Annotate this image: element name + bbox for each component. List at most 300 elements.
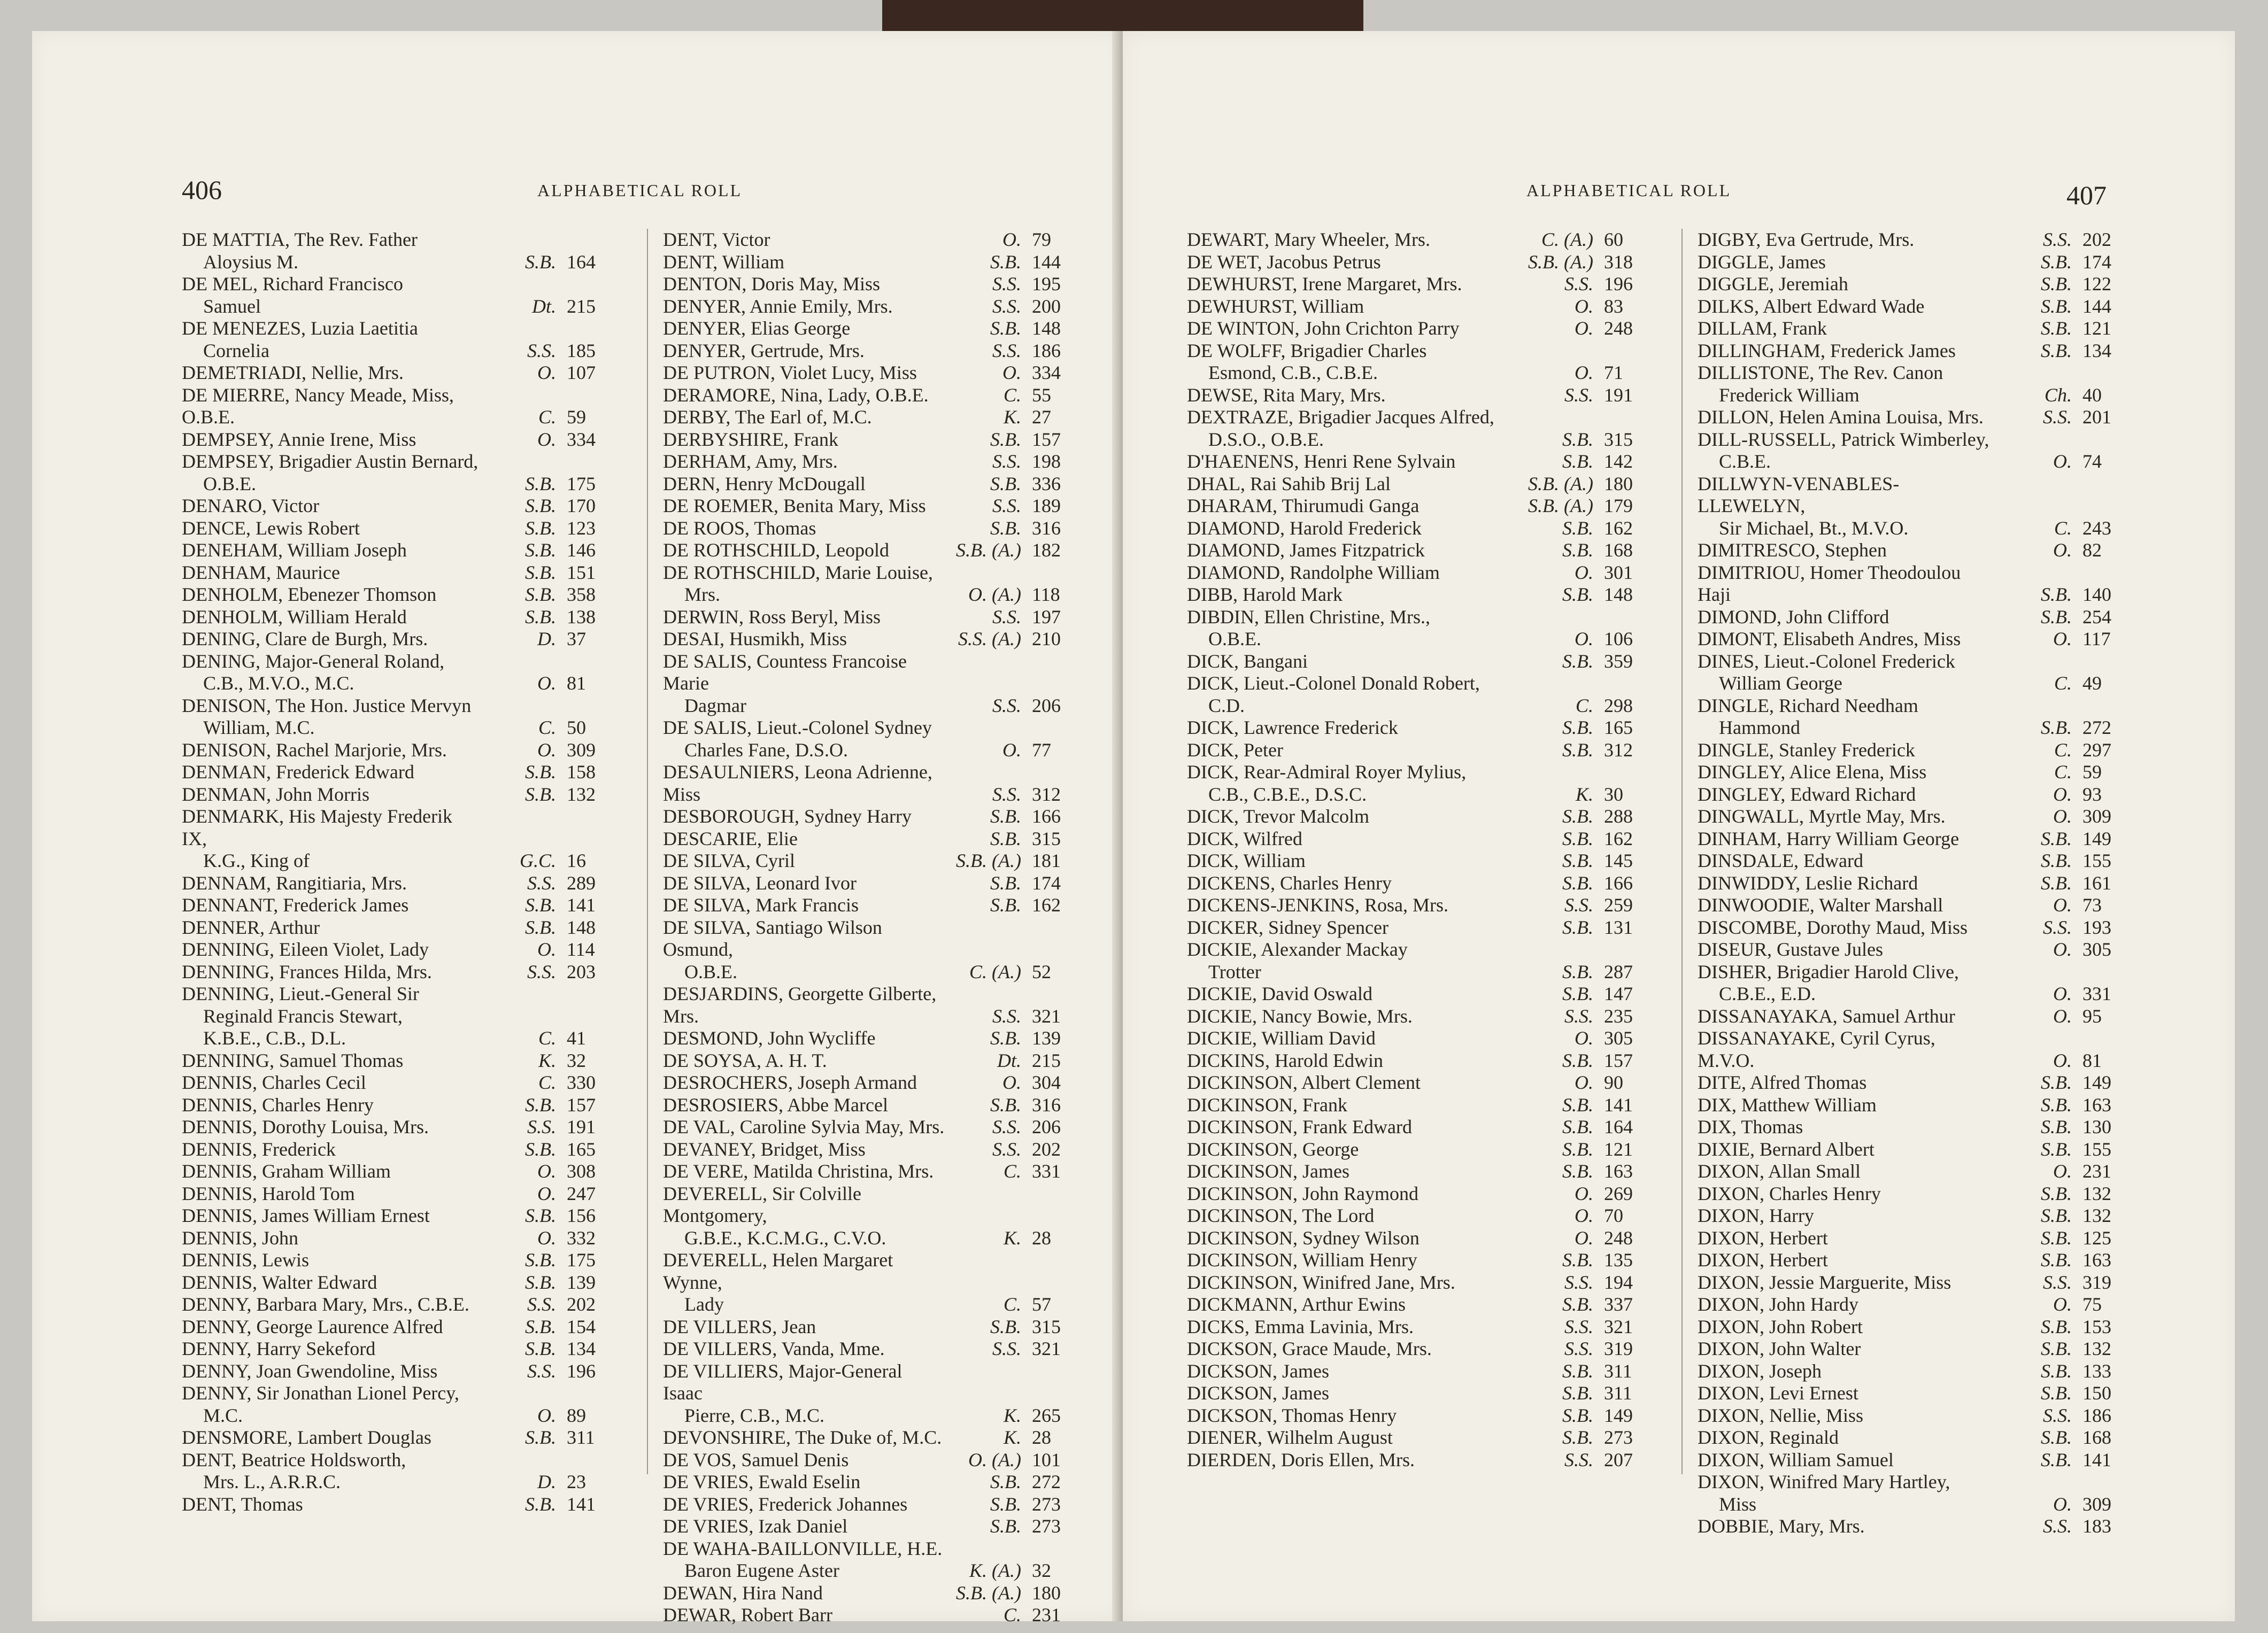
entry-name: DILLAM, Frank <box>1698 318 1827 339</box>
entry-name: DIAMOND, Randolphe William <box>1187 561 1440 583</box>
entry-status: O. <box>2053 1160 2072 1182</box>
entry-name: DIXON, Charles Henry <box>1698 1182 1881 1204</box>
entry-name-continued: William George <box>1719 672 1842 694</box>
entry-status: O. <box>2053 983 2072 1004</box>
entry-page-number: 163 <box>2082 1094 2111 1116</box>
entry-page-number: 334 <box>1032 362 1061 383</box>
index-entry <box>663 1515 1091 1538</box>
index-entry <box>663 1160 1091 1183</box>
entry-name: DIX, Thomas <box>1698 1116 1803 1137</box>
entry-status: S.B. <box>1562 1094 1593 1116</box>
index-entry <box>1698 1360 2141 1383</box>
entry-status: S.B. <box>990 1471 1021 1492</box>
entry-name: DENNIS, Charles Cecil <box>182 1072 366 1093</box>
entry-status: D. <box>537 628 556 649</box>
entry-page-number: 202 <box>1032 1138 1061 1160</box>
entry-page-number: 359 <box>1604 650 1633 672</box>
entry-name: DE VILLIERS, Major-General Isaac <box>663 1360 902 1404</box>
index-entry <box>663 1139 1091 1161</box>
entry-status: S.B. <box>1562 850 1593 871</box>
index-entry <box>182 429 626 451</box>
entry-page-number: 231 <box>2082 1160 2111 1182</box>
entry-page-number: 89 <box>567 1404 586 1426</box>
entry-name: DIXON, Jessie Marguerite, Miss <box>1698 1271 1951 1293</box>
index-entry <box>1187 1405 1663 1427</box>
index-entry <box>1698 1249 2141 1272</box>
entry-name: DIXON, Herbert <box>1698 1249 1828 1271</box>
entry-name: DEVONSHIRE, The Duke of, M.C. <box>663 1427 942 1448</box>
entry-name: DENNAM, Rangitiaria, Mrs. <box>182 872 407 894</box>
entry-status: S.B. <box>525 473 556 494</box>
index-entry <box>1187 806 1663 828</box>
index-entry <box>1698 828 2141 850</box>
entry-page-number: 315 <box>1604 428 1633 450</box>
entry-name: DIAMOND, James Fitzpatrick <box>1187 539 1425 561</box>
entry-name: DERN, Henry McDougall <box>663 473 866 494</box>
entry-page-number: 107 <box>567 362 596 383</box>
entry-name-continued: Samuel <box>203 295 261 317</box>
entry-name: DE WOLFF, Brigadier Charles <box>1187 339 1427 361</box>
index-entry <box>1187 761 1663 806</box>
index-entry <box>1698 296 2141 318</box>
right-running-head: ALPHABETICAL ROLL <box>1526 181 1732 200</box>
index-entry <box>1698 1316 2141 1338</box>
entry-name: DE MENEZES, Luzia Laetitia <box>182 318 418 339</box>
entry-name: DENNING, Eileen Violet, Lady <box>182 939 429 960</box>
index-entry <box>1187 606 1663 651</box>
right-column-1 <box>1187 229 1663 1471</box>
entry-name: DENING, Major-General Roland, <box>182 650 445 672</box>
index-entry <box>182 1272 626 1294</box>
entry-name: DENISON, Rachel Marjorie, Mrs. <box>182 739 447 761</box>
entry-page-number: 201 <box>2082 406 2111 428</box>
index-entry <box>1187 850 1663 872</box>
index-entry <box>663 539 1091 562</box>
entry-name: DESJARDINS, Georgette Gilberte, Mrs. <box>663 983 937 1027</box>
entry-status: S.S. <box>527 1294 556 1315</box>
entry-name: DISSANAYAKE, Cyril Cyrus, M.V.O. <box>1698 1027 1935 1071</box>
entry-status: C. <box>2054 517 2072 539</box>
entry-name: DE VRIES, Izak Daniel <box>663 1515 848 1537</box>
index-entry <box>1698 406 2141 429</box>
index-entry <box>1698 761 2141 784</box>
entry-name: DICKIE, Nancy Bowie, Mrs. <box>1187 1005 1413 1027</box>
entry-status: Ch. <box>2044 384 2072 406</box>
index-entry <box>1187 739 1663 762</box>
index-entry <box>1187 1205 1663 1227</box>
entry-name: DE MIERRE, Nancy Meade, Miss, O.B.E. <box>182 384 454 428</box>
entry-name: DESCARIE, Elie <box>663 827 798 849</box>
index-entry <box>182 384 626 429</box>
index-entry <box>1187 917 1663 939</box>
index-entry <box>663 628 1091 651</box>
entry-status: S.B. (A.) <box>956 1582 1021 1604</box>
entry-name: DICKINSON, The Lord <box>1187 1205 1375 1226</box>
entry-page-number: 57 <box>1032 1294 1051 1315</box>
entry-name: DISSANAYAKA, Samuel Arthur <box>1698 1005 1955 1027</box>
entry-status: S.B. <box>525 761 556 783</box>
index-entry <box>182 761 626 784</box>
entry-name: DE SILVA, Mark Francis <box>663 894 859 916</box>
entry-name: DE WAHA-BAILLONVILLE, H.E. <box>663 1537 943 1559</box>
entry-page-number: 144 <box>2082 295 2111 317</box>
entry-name-continued: K.B.E., C.B., D.L. <box>203 1027 346 1049</box>
entry-page-number: 247 <box>567 1182 596 1204</box>
entry-page-number: 315 <box>1032 1315 1061 1337</box>
entry-page-number: 164 <box>567 251 596 273</box>
entry-status: O. <box>1575 1072 1593 1093</box>
index-entry <box>1698 1405 2141 1427</box>
entry-status: S.B. <box>990 872 1021 894</box>
index-entry <box>1187 1027 1663 1050</box>
entry-page-number: 170 <box>567 495 596 516</box>
entry-name: DEWSE, Rita Mary, Mrs. <box>1187 384 1386 406</box>
index-entry <box>182 739 626 762</box>
index-entry <box>1187 672 1663 717</box>
index-entry <box>182 1360 626 1383</box>
index-entry <box>1187 251 1663 274</box>
index-entry <box>1698 1227 2141 1250</box>
entry-page-number: 59 <box>2082 761 2102 783</box>
entry-page-number: 200 <box>1032 295 1061 317</box>
index-entry <box>182 872 626 895</box>
entry-page-number: 121 <box>2082 318 2111 339</box>
entry-status: S.B. <box>525 1205 556 1226</box>
entry-name: DICK, William <box>1187 850 1306 871</box>
entry-status: S.B. <box>1562 1294 1593 1315</box>
index-entry <box>1187 1183 1663 1205</box>
entry-status: S.B. <box>525 539 556 561</box>
entry-page-number: 41 <box>567 1027 586 1049</box>
entry-status: O. <box>1002 362 1021 383</box>
index-entry <box>1187 828 1663 850</box>
index-entry <box>182 539 626 562</box>
entry-status: S.B. <box>1562 451 1593 472</box>
index-entry <box>182 1183 626 1205</box>
entry-page-number: 175 <box>567 1249 596 1271</box>
entry-status: O. <box>537 1160 556 1182</box>
entry-status: S.B. <box>2041 1427 2072 1448</box>
entry-name: DESAI, Husmikh, Miss <box>663 628 847 649</box>
entry-name-continued: C.B.E., E.D. <box>1719 983 1816 1004</box>
entry-status: S.S. <box>1564 1271 1593 1293</box>
entry-name-continued: Baron Eugene Aster <box>684 1560 839 1581</box>
entry-page-number: 180 <box>1604 473 1633 494</box>
entry-page-number: 273 <box>1604 1427 1633 1448</box>
entry-status: S.B. <box>990 894 1021 916</box>
entry-status: C. <box>538 717 556 738</box>
index-entry <box>182 562 626 584</box>
entry-status: S.B. <box>525 251 556 273</box>
entry-name: DINGLEY, Alice Elena, Miss <box>1698 761 1927 783</box>
entry-page-number: 132 <box>567 783 596 805</box>
entry-page-number: 71 <box>1604 362 1623 383</box>
entry-status: O. <box>537 1227 556 1249</box>
entry-name: DHARAM, Thirumudi Ganga <box>1187 495 1420 516</box>
index-entry <box>1698 1027 2141 1072</box>
entry-name: DICK, Lawrence Frederick <box>1187 717 1398 738</box>
entry-name: DEVANEY, Bridget, Miss <box>663 1138 866 1160</box>
entry-name: DENHAM, Maurice <box>182 561 340 583</box>
entry-page-number: 163 <box>1604 1160 1633 1182</box>
entry-name: DINGLEY, Edward Richard <box>1698 783 1916 805</box>
entry-page-number: 155 <box>2082 850 2111 871</box>
entry-page-number: 74 <box>2082 451 2102 472</box>
entry-name: DENEHAM, William Joseph <box>182 539 407 561</box>
entry-name: DENNIS, Dorothy Louisa, Mrs. <box>182 1116 429 1137</box>
entry-status: O. <box>2053 894 2072 916</box>
entry-name: DIXON, Nellie, Miss <box>1698 1404 1863 1426</box>
entry-name: DERWIN, Ross Beryl, Miss <box>663 606 881 628</box>
entry-status: S.S. <box>992 339 1021 361</box>
entry-name: DIMOND, John Clifford <box>1698 606 1889 628</box>
entry-name: DICKMANN, Arthur Ewins <box>1187 1294 1406 1315</box>
entry-page-number: 175 <box>567 473 596 494</box>
index-entry <box>182 917 626 939</box>
entry-page-number: 30 <box>1604 783 1623 805</box>
entry-name: DIERDEN, Doris Ellen, Mrs. <box>1187 1449 1415 1471</box>
index-entry <box>1698 1072 2141 1094</box>
entry-page-number: 148 <box>1032 318 1061 339</box>
index-entry <box>1187 406 1663 451</box>
entry-name: DENT, Thomas <box>182 1493 303 1515</box>
entry-status: S.S. <box>1564 1315 1593 1337</box>
entry-status: S.B. <box>1562 1404 1593 1426</box>
entry-name: DEMPSEY, Brigadier Austin Bernard, <box>182 451 479 472</box>
entry-status: S.B. <box>1562 806 1593 827</box>
entry-status: S.S. <box>1564 1005 1593 1027</box>
entry-status: S.B. <box>1562 827 1593 849</box>
entry-page-number: 16 <box>567 850 586 871</box>
entry-page-number: 134 <box>567 1338 596 1359</box>
entry-status: S.B. <box>2041 295 2072 317</box>
entry-name: DENMAN, John Morris <box>182 783 369 805</box>
index-entry <box>1698 739 2141 762</box>
index-entry <box>1187 939 1663 983</box>
index-entry <box>663 517 1091 540</box>
entry-status: Dt. <box>997 1049 1021 1071</box>
entry-status: O. <box>537 428 556 450</box>
entry-page-number: 174 <box>1032 872 1061 894</box>
entry-status: S.B. <box>990 1027 1021 1049</box>
entry-name: DICK, Bangani <box>1187 650 1308 672</box>
entry-name: DE SILVA, Leonard Ivor <box>663 872 857 894</box>
entry-status: S.B. <box>2041 1315 2072 1337</box>
entry-name-continued: Aloysius M. <box>203 251 299 273</box>
entry-status: S.B. <box>525 783 556 805</box>
index-entry <box>182 1294 626 1316</box>
entry-status: S.B. (A.) <box>956 850 1021 871</box>
entry-name: DE VILLERS, Jean <box>663 1315 816 1337</box>
entry-page-number: 304 <box>1032 1072 1061 1093</box>
entry-name: DICKENS, Charles Henry <box>1187 872 1392 894</box>
entry-name: DENNING, Frances Hilda, Mrs. <box>182 961 432 982</box>
entry-status: S.S. <box>992 694 1021 716</box>
entry-status: O. <box>2053 1493 2072 1515</box>
index-entry <box>1187 340 1663 384</box>
entry-status: G.C. <box>519 850 556 871</box>
entry-status: K. <box>1003 1227 1021 1249</box>
entry-page-number: 334 <box>567 428 596 450</box>
index-entry <box>663 384 1091 407</box>
entry-status: O. <box>2053 1005 2072 1027</box>
entry-status: S.B. <box>525 894 556 916</box>
index-entry <box>663 1360 1091 1427</box>
index-entry <box>1187 1227 1663 1250</box>
entry-page-number: 49 <box>2082 672 2102 694</box>
index-entry <box>1187 1338 1663 1360</box>
index-entry <box>1698 1272 2141 1294</box>
index-entry <box>663 828 1091 850</box>
entry-status: S.S. <box>527 1360 556 1382</box>
index-entry <box>663 451 1091 473</box>
entry-name: DENMARK, His Majesty Frederik IX, <box>182 806 452 849</box>
index-entry <box>1698 1205 2141 1227</box>
entry-name: DICKIE, David Oswald <box>1187 983 1372 1004</box>
entry-page-number: 81 <box>567 672 586 694</box>
index-entry <box>182 1427 626 1449</box>
entry-page-number: 254 <box>2082 606 2111 628</box>
book-spine <box>882 0 1363 31</box>
entry-page-number: 308 <box>567 1160 596 1182</box>
index-entry <box>663 296 1091 318</box>
entry-page-number: 73 <box>2082 894 2102 916</box>
entry-status: S.B. <box>525 606 556 628</box>
left-running-head: ALPHABETICAL ROLL <box>537 181 743 200</box>
index-entry <box>1187 584 1663 606</box>
index-entry <box>182 362 626 384</box>
entry-name: DIXON, Herbert <box>1698 1227 1828 1249</box>
entry-page-number: 149 <box>2082 1072 2111 1093</box>
index-entry <box>182 1094 626 1117</box>
entry-status: C. <box>2054 672 2072 694</box>
entry-page-number: 155 <box>2082 1138 2111 1160</box>
entry-page-number: 82 <box>2082 539 2102 561</box>
entry-name: DENING, Clare de Burgh, Mrs. <box>182 628 428 649</box>
entry-status: S.B. <box>2041 1138 2072 1160</box>
entry-name: DINGWALL, Myrtle May, Mrs. <box>1698 806 1946 827</box>
index-entry <box>663 251 1091 274</box>
entry-page-number: 83 <box>1604 295 1623 317</box>
entry-page-number: 311 <box>1604 1382 1632 1404</box>
entry-page-number: 27 <box>1032 406 1051 428</box>
entry-name: DE SALIS, Countess Francoise Marie <box>663 650 907 694</box>
index-entry <box>182 1205 626 1227</box>
entry-page-number: 93 <box>2082 783 2102 805</box>
entry-page-number: 289 <box>567 872 596 894</box>
entry-status: S.B. <box>1562 1160 1593 1182</box>
entry-page-number: 23 <box>567 1471 586 1492</box>
entry-name: DIXON, Allan Small <box>1698 1160 1861 1182</box>
left-page <box>32 31 1123 1626</box>
entry-name: DENNING, Samuel Thomas <box>182 1049 404 1071</box>
index-entry <box>182 695 626 739</box>
entry-page-number: 337 <box>1604 1294 1633 1315</box>
entry-page-number: 165 <box>1604 717 1633 738</box>
entry-status: S.B. <box>1562 872 1593 894</box>
entry-status: O. (A.) <box>968 1449 1021 1471</box>
entry-name-continued: K.G., King of <box>203 850 310 871</box>
entry-name: DICKINSON, James <box>1187 1160 1349 1182</box>
entry-status: K. <box>1003 1404 1021 1426</box>
index-entry <box>663 473 1091 496</box>
entry-status: S.B. <box>990 517 1021 539</box>
entry-page-number: 305 <box>1604 1027 1633 1049</box>
entry-status: S.B. <box>2041 872 2072 894</box>
entry-name: DICKENS-JENKINS, Rosa, Mrs. <box>1187 894 1449 916</box>
entry-name-continued: C.B.E. <box>1719 451 1771 472</box>
entry-name: DHAL, Rai Sahib Brij Lal <box>1187 473 1391 494</box>
entry-name: DOBBIE, Mary, Mrs. <box>1698 1515 1865 1537</box>
index-entry <box>663 362 1091 384</box>
entry-page-number: 272 <box>2082 717 2111 738</box>
entry-status: S.B. <box>2041 1382 2072 1404</box>
entry-name: DINWOODIE, Walter Marshall <box>1698 894 1943 916</box>
entry-name: DENNIS, Charles Henry <box>182 1094 374 1116</box>
entry-status: O. <box>1575 1205 1593 1226</box>
index-entry <box>663 894 1091 917</box>
entry-status: S.B. <box>990 428 1021 450</box>
index-entry <box>1698 1471 2141 1515</box>
entry-page-number: 318 <box>1604 251 1633 273</box>
entry-status: K. (A.) <box>969 1560 1021 1581</box>
index-entry <box>1698 1139 2141 1161</box>
entry-status: S.S. <box>992 1116 1021 1137</box>
index-entry <box>182 1449 626 1493</box>
entry-status: S.S. <box>2043 916 2072 938</box>
entry-page-number: 144 <box>1032 251 1061 273</box>
index-entry <box>182 318 626 362</box>
entry-status: O. <box>1002 1072 1021 1093</box>
entry-page-number: 273 <box>1032 1515 1061 1537</box>
entry-name: DENNIS, Frederick <box>182 1138 336 1160</box>
index-entry <box>182 606 626 629</box>
entry-status: S.B. <box>1562 1138 1593 1160</box>
entry-name: DIXON, Harry <box>1698 1205 1814 1226</box>
entry-status: C. <box>1003 1294 1021 1315</box>
index-entry <box>182 1227 626 1250</box>
entry-status: S.B. <box>2041 584 2072 605</box>
entry-status: S.S. <box>992 273 1021 295</box>
entry-page-number: 131 <box>1604 916 1633 938</box>
entry-page-number: 145 <box>1604 850 1633 871</box>
entry-name-continued: C.B., C.B.E., D.S.C. <box>1208 783 1367 805</box>
entry-name: DINWIDDY, Leslie Richard <box>1698 872 1918 894</box>
entry-name: DE PUTRON, Violet Lucy, Miss <box>663 362 917 383</box>
entry-name: DERHAM, Amy, Mrs. <box>663 451 838 472</box>
entry-name: DICK, Trevor Malcolm <box>1187 806 1369 827</box>
index-entry <box>182 1116 626 1139</box>
index-entry <box>182 784 626 806</box>
entry-status: S.B. <box>1562 961 1593 982</box>
index-entry <box>663 1582 1091 1605</box>
entry-name: DE VRIES, Frederick Johannes <box>663 1493 908 1515</box>
entry-status: S.S. <box>2043 1271 2072 1293</box>
index-entry <box>1698 695 2141 739</box>
entry-page-number: 55 <box>1032 384 1051 406</box>
entry-page-number: 114 <box>567 939 595 960</box>
entry-status: S.B. <box>1562 1116 1593 1137</box>
index-entry <box>663 1249 1091 1316</box>
entry-page-number: 139 <box>567 1271 596 1293</box>
entry-name: DENNIS, Lewis <box>182 1249 309 1271</box>
entry-page-number: 95 <box>2082 1005 2102 1027</box>
entry-name: DIXON, Winifred Mary Hartley, <box>1698 1471 1950 1492</box>
entry-status: S.B. <box>1562 983 1593 1004</box>
index-entry <box>663 273 1091 296</box>
entry-page-number: 181 <box>1032 850 1061 871</box>
index-entry <box>663 406 1091 429</box>
